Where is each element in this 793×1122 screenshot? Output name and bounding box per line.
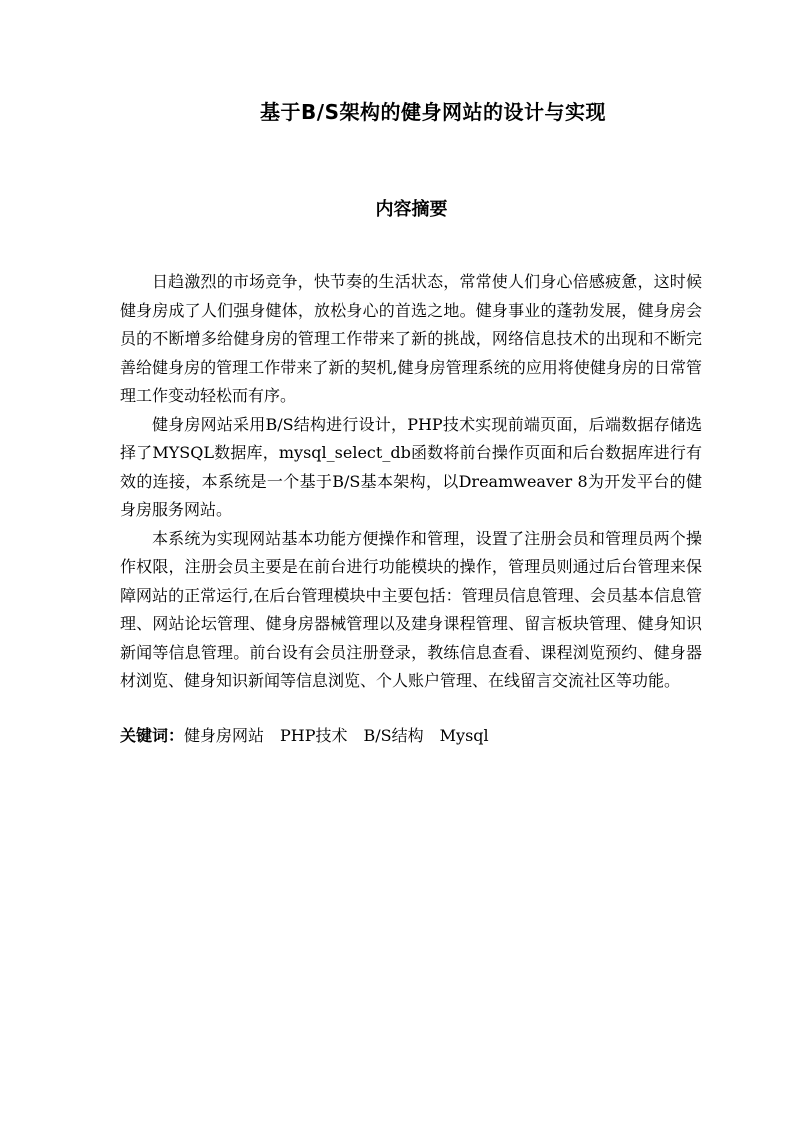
abstract-paragraph: 日趋激烈的市场竞争，快节奏的生活状态，常常使人们身心倍感疲惫，这时候健身房成了人们强身健体，放松身心的首选之地。健身事业的蓬勃发展，健身房会员的不断增多给健身房的管理工作带来了新的挑战，网络信息技术的出现和不断完善给健身房的管理工作带来了新的契机,健身房管理系统的应用将使健身房的日常管理工作变动轻松而有序。: [120, 272, 702, 405]
keyword-item: B/S结构: [363, 726, 424, 745]
keyword-item: 健身房网站: [184, 726, 265, 745]
document-title: 基于B/S架构的健身网站的设计与实现: [260, 100, 606, 124]
keywords-label: 关键词：: [120, 726, 185, 745]
keywords-line: [120, 722, 720, 750]
abstract-paragraph: 健身房网站采用B/S结构进行设计，PHP技术实现前端页面，后端数据存储选择了MYSQL数据库，mysql_select_db函数将前台操作页面和后台数据库进行有效的连接，本系统是一个基于B/S基本架构，以Dreamweaver 8为开发平台的健身房服务网站。: [120, 414, 702, 519]
abstract-paragraph: 本系统为实现网站基本功能方便操作和管理，设置了注册会员和管理员两个操作权限，注册会员主要是在前台进行功能模块的操作，管理员则通过后台管理来保障网站的正常运行,在后台管理模块中主要包括：管理员信息管理、会员基本信息管理、网站论坛管理、健身房器械管理以及建身课程管理、留言板块管理、健身知识新闻等信息管理。前台设有会员注册登录，教练信息查看、课程浏览预约、健身器材浏览、健身知识新闻等信息浏览、个人账户管理、在线留言交流社区等功能。: [120, 528, 702, 690]
abstract-heading: 内容摘要: [375, 199, 448, 220]
keyword-item: Mysql: [439, 726, 489, 745]
abstract-body: [120, 268, 702, 696]
keyword-item: PHP技术: [280, 726, 348, 745]
